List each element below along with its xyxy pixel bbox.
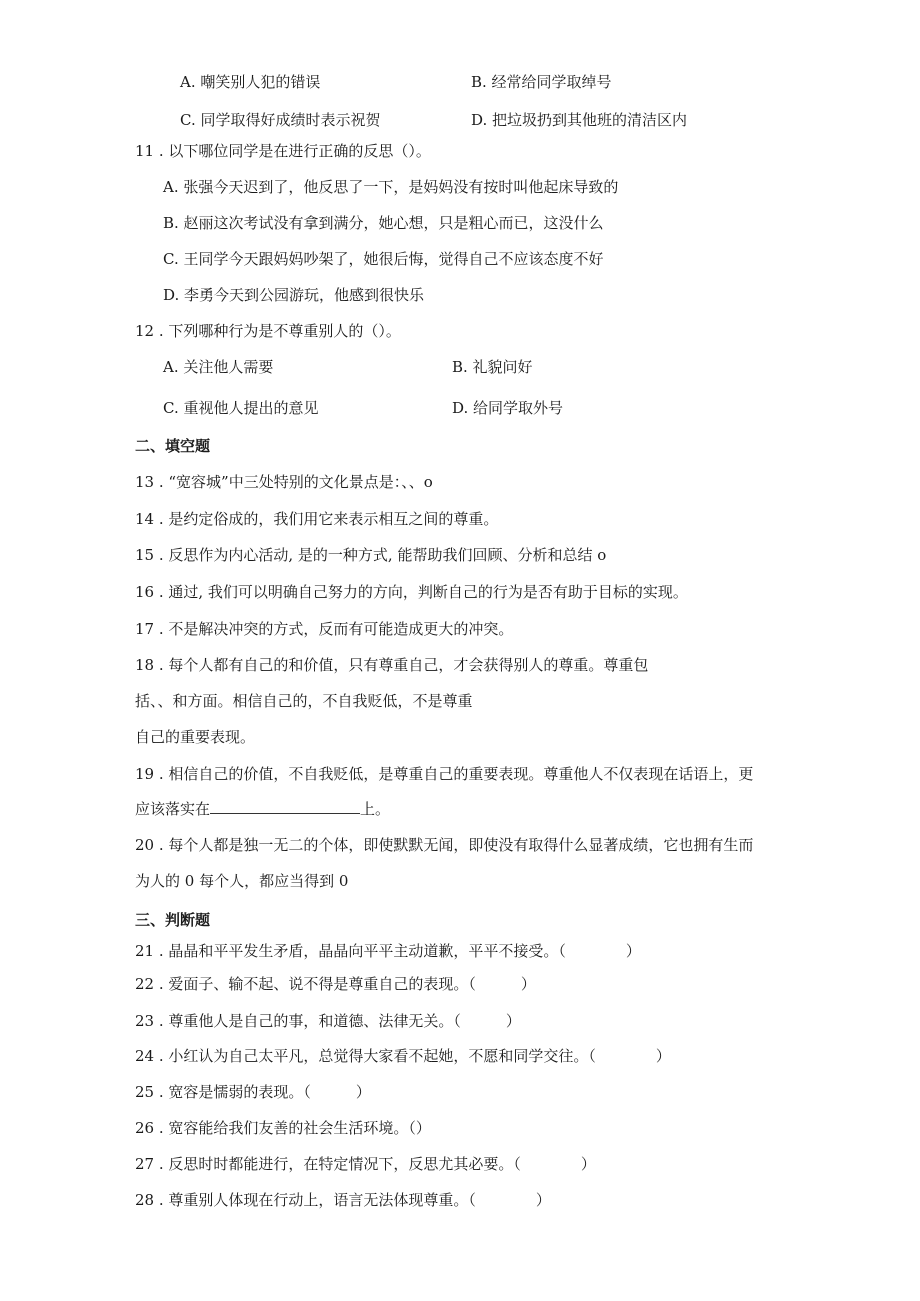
answer-blank[interactable]: [210, 799, 360, 814]
q19-line2: [135, 799, 390, 819]
q12-stem: 12 . 下列哪种行为是不尊重别人的（）。: [135, 322, 401, 340]
q19-line2-start: 应该落实在: [135, 800, 211, 818]
q28: 28 . 尊重别人体现在行动上，语言无法体现尊重。（ ）: [135, 1191, 551, 1209]
q10-option-a: A. 嘲笑别人犯的错误: [180, 73, 321, 91]
q10-option-c: C. 同学取得好成绩时表示祝贺: [180, 111, 381, 129]
q13: 13 . “宽容城”中三处特别的文化景点是：、、o: [135, 473, 433, 491]
q26: 26 . 宽容能给我们友善的社会生活环境。（）: [135, 1119, 431, 1137]
q15: 15 . 反思作为内心活动, 是的一种方式, 能帮助我们回顾、分析和总结 o: [135, 546, 607, 564]
q25: 25 . 宽容是懦弱的表现。（ ）: [135, 1083, 371, 1101]
q18-line1: 18 . 每个人都有自己的和价值，只有尊重自己，才会获得别人的尊重。尊重包: [135, 656, 649, 674]
q22: 22 . 爱面子、输不起、说不得是尊重自己的表现。（ ）: [135, 975, 536, 993]
q20-line2: 为人的 0 每个人，都应当得到 0: [135, 872, 349, 890]
section-fill-title: 二、填空题: [135, 437, 211, 455]
q18-line3: 自己的重要表现。: [135, 728, 256, 746]
q10-option-d: D. 把垃圾扔到其他班的清洁区内: [471, 111, 688, 129]
q20-line1: 20 . 每个人都是独一无二的个体，即使默默无闻，即使没有取得什么显著成绩，它也拥有生而: [135, 836, 754, 854]
q12-option-a: A. 关注他人需要: [163, 358, 274, 376]
q11-option-d: D. 李勇今天到公园游玩，他感到很快乐: [163, 286, 425, 304]
q12-option-c: C. 重视他人提出的意见: [163, 399, 319, 417]
q23: 23 . 尊重他人是自己的事，和道德、法律无关。（ ）: [135, 1012, 521, 1030]
q16: 16 . 通过, 我们可以明确自己努力的方向，判断自己的行为是否有助于目标的实现。: [135, 583, 688, 601]
q12-option-d: D. 给同学取外号: [452, 399, 564, 417]
q17: 17 . 不是解决冲突的方式，反而有可能造成更大的冲突。: [135, 620, 514, 638]
q18-line2: 括、、和方面。相信自己的，不自我贬低，不是尊重: [135, 692, 473, 710]
q11-option-c: C. 王同学今天跟妈妈吵架了，她很后悔，觉得自己不应该态度不好: [163, 250, 604, 268]
section-judge-title: 三、判断题: [135, 911, 211, 929]
q21: 21 . 晶晶和平平发生矛盾，晶晶向平平主动道歉，平平不接受。（ ）: [135, 942, 641, 960]
q27: 27 . 反思时时都能进行，在特定情况下，反思尤其必要。（ ）: [135, 1155, 596, 1173]
q11-stem: 11 . 以下哪位同学是在进行正确的反思（）。: [135, 142, 431, 160]
q19-line1: 19 . 相信自己的价值，不自我贬低，是尊重自己的重要表现。尊重他人不仅表现在话语上，更: [135, 765, 754, 783]
q11-option-a: A. 张强今天迟到了，他反思了一下，是妈妈没有按时叫他起床导致的: [163, 178, 619, 196]
q14: 14 . 是约定俗成的，我们用它来表示相互之间的尊重。: [135, 510, 499, 528]
q19-line2-end: 上。: [360, 800, 391, 818]
q24: 24 . 小红认为自己太平凡，总觉得大家看不起她，不愿和同学交往。（ ）: [135, 1047, 671, 1065]
q11-option-b: B. 赵丽这次考试没有拿到满分，她心想，只是粗心而已，这没什么: [163, 214, 604, 232]
q10-option-b: B. 经常给同学取绰号: [471, 73, 612, 91]
q12-option-b: B. 礼貌问好: [452, 358, 533, 376]
